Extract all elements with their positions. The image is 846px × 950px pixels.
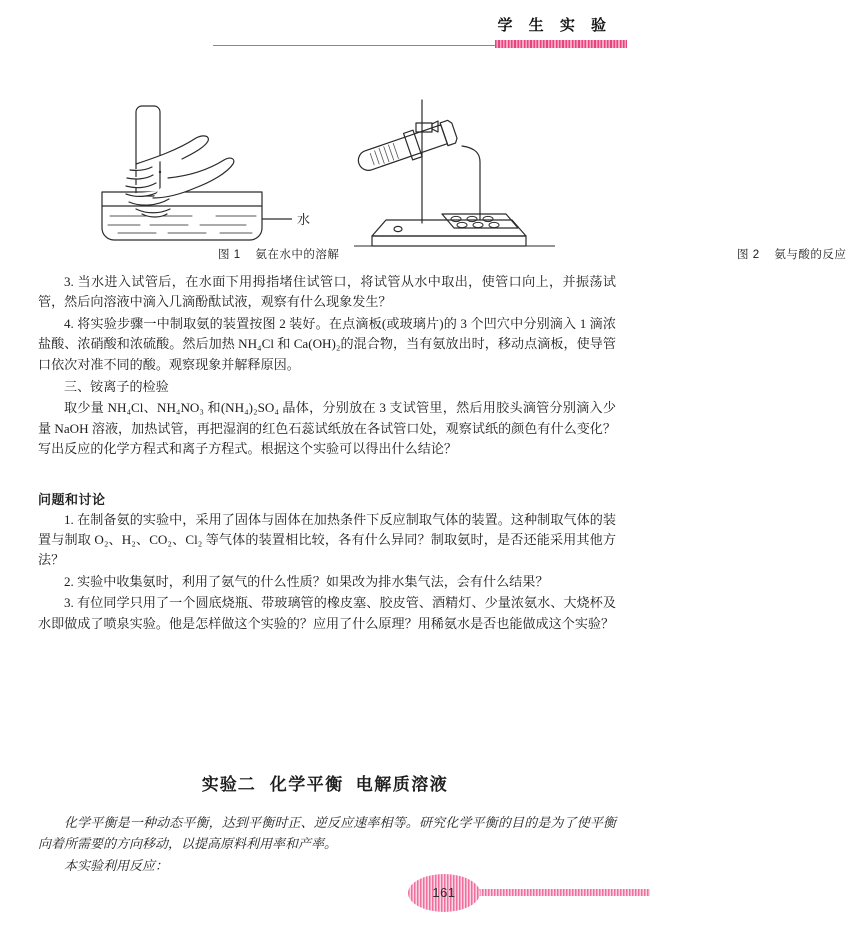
section-heading-ammonium-ion-test: 三、铵离子的检验 bbox=[64, 379, 169, 395]
experiment-2-topic-2: 电解质溶液 bbox=[355, 775, 449, 794]
content-spacer bbox=[38, 461, 616, 469]
page-header bbox=[0, 0, 650, 62]
figure-2-ammonia-acid-reaction bbox=[350, 96, 846, 261]
experiment-2-paragraph-1: 化学平衡是一种动态平衡，达到平衡时正、逆反应速率相等。研究化学平衡的目的是为了使平衡向着所需要的方向移动，以提高原料利用率和产率。 bbox=[38, 815, 616, 851]
discussion-item-2: 2. 实验中收集氨时，利用了氨气的什么性质？如果改为排水集气法，会有什么结果？ bbox=[64, 573, 549, 589]
figure-2-caption bbox=[737, 246, 846, 262]
experiment-2-title bbox=[0, 770, 650, 795]
step-3-paragraph: 3. 当水进入试管后，在水面下用拇指堵住试管口，将试管从水中取出，使管口向上，并振荡试管，然后向溶液中滴入几滴酚酞试液，观察有什么现象发生？ bbox=[38, 274, 616, 310]
figure-1-caption-text: 氨在水中的溶解 bbox=[255, 249, 340, 261]
figure-1-label: 图 1 bbox=[218, 249, 241, 261]
discussion-heading: 问题和讨论 bbox=[38, 491, 106, 507]
discussion-item-1: 1. 在制备氨的实验中，采用了固体与固体在加热条件下反应制取气体的装置。这种制取气体的装置与制取 O₂、H₂、CO₂、Cl₂ 等气体的装置相比较，各有什么异同？制取氨时，是否还能采用其他方法？ bbox=[38, 511, 616, 568]
page-footer bbox=[0, 870, 650, 950]
figure-2-illustration bbox=[350, 96, 565, 246]
discussion-item-3: 3. 有位同学只用了一个圆底烧瓶、带玻璃管的橡皮塞、胶皮管、酒精灯、少量浓氨水、大烧杯及水即做成了喷泉实验。他是怎样做这个实验的？应用了什么原理？用稀氨水是否也能做成这个实验？ bbox=[38, 595, 616, 631]
experiment-2-paragraph-2: 本实验利用反应： bbox=[64, 858, 169, 873]
header-decorative-bar bbox=[495, 40, 627, 48]
ammonium-ion-test-paragraph: 取少量 NH₄Cl、NH₄NO₃ 和(NH₄)₂SO₄ 晶体，分别放在 3 支试管里，然后用胶头滴管分别滴入少量 NaOH 溶液，加热试管，再把湿润的红色石蕊试纸放在各试管口处，观察试纸的颜色有什么变化？写出反应的化学方程式和离子方程式。根据这个实验可以得出什么结论？ bbox=[38, 400, 616, 457]
step-4-paragraph: 4. 将实验步骤一中制取氨的装置按图 2 装好。在点滴板(或玻璃片)的 3 个凹穴中分别滴入 1 滴浓盐酸、浓硝酸和浓硫酸。然后加热 NH₄Cl 和 Ca(OH)₂的混合物，当有氨放出时，移动点滴板，使导管口依次对准不同的酸。观察现象并解释原因。 bbox=[38, 315, 616, 372]
figure-1-illustration bbox=[96, 96, 356, 246]
experiment-2-body bbox=[38, 812, 616, 877]
footer-decorative-stripe bbox=[452, 889, 650, 896]
figure-2-caption-text: 氨与酸的反应 bbox=[774, 249, 846, 261]
header-rule bbox=[213, 45, 523, 46]
page-header-title: 学 生 实 验 bbox=[497, 17, 612, 34]
figure-1-water-label: 水 bbox=[297, 212, 311, 227]
experiment-2-topic-1: 化学平衡 bbox=[269, 775, 344, 794]
figure-row bbox=[0, 96, 846, 266]
experiment-2-number: 实验二 bbox=[201, 775, 256, 794]
page-number: 161 bbox=[432, 885, 456, 900]
figure-1-ammonia-dissolving-in-water bbox=[96, 96, 356, 261]
figure-1-caption bbox=[218, 246, 339, 262]
figure-2-label: 图 2 bbox=[737, 249, 760, 261]
page-content bbox=[38, 272, 616, 635]
